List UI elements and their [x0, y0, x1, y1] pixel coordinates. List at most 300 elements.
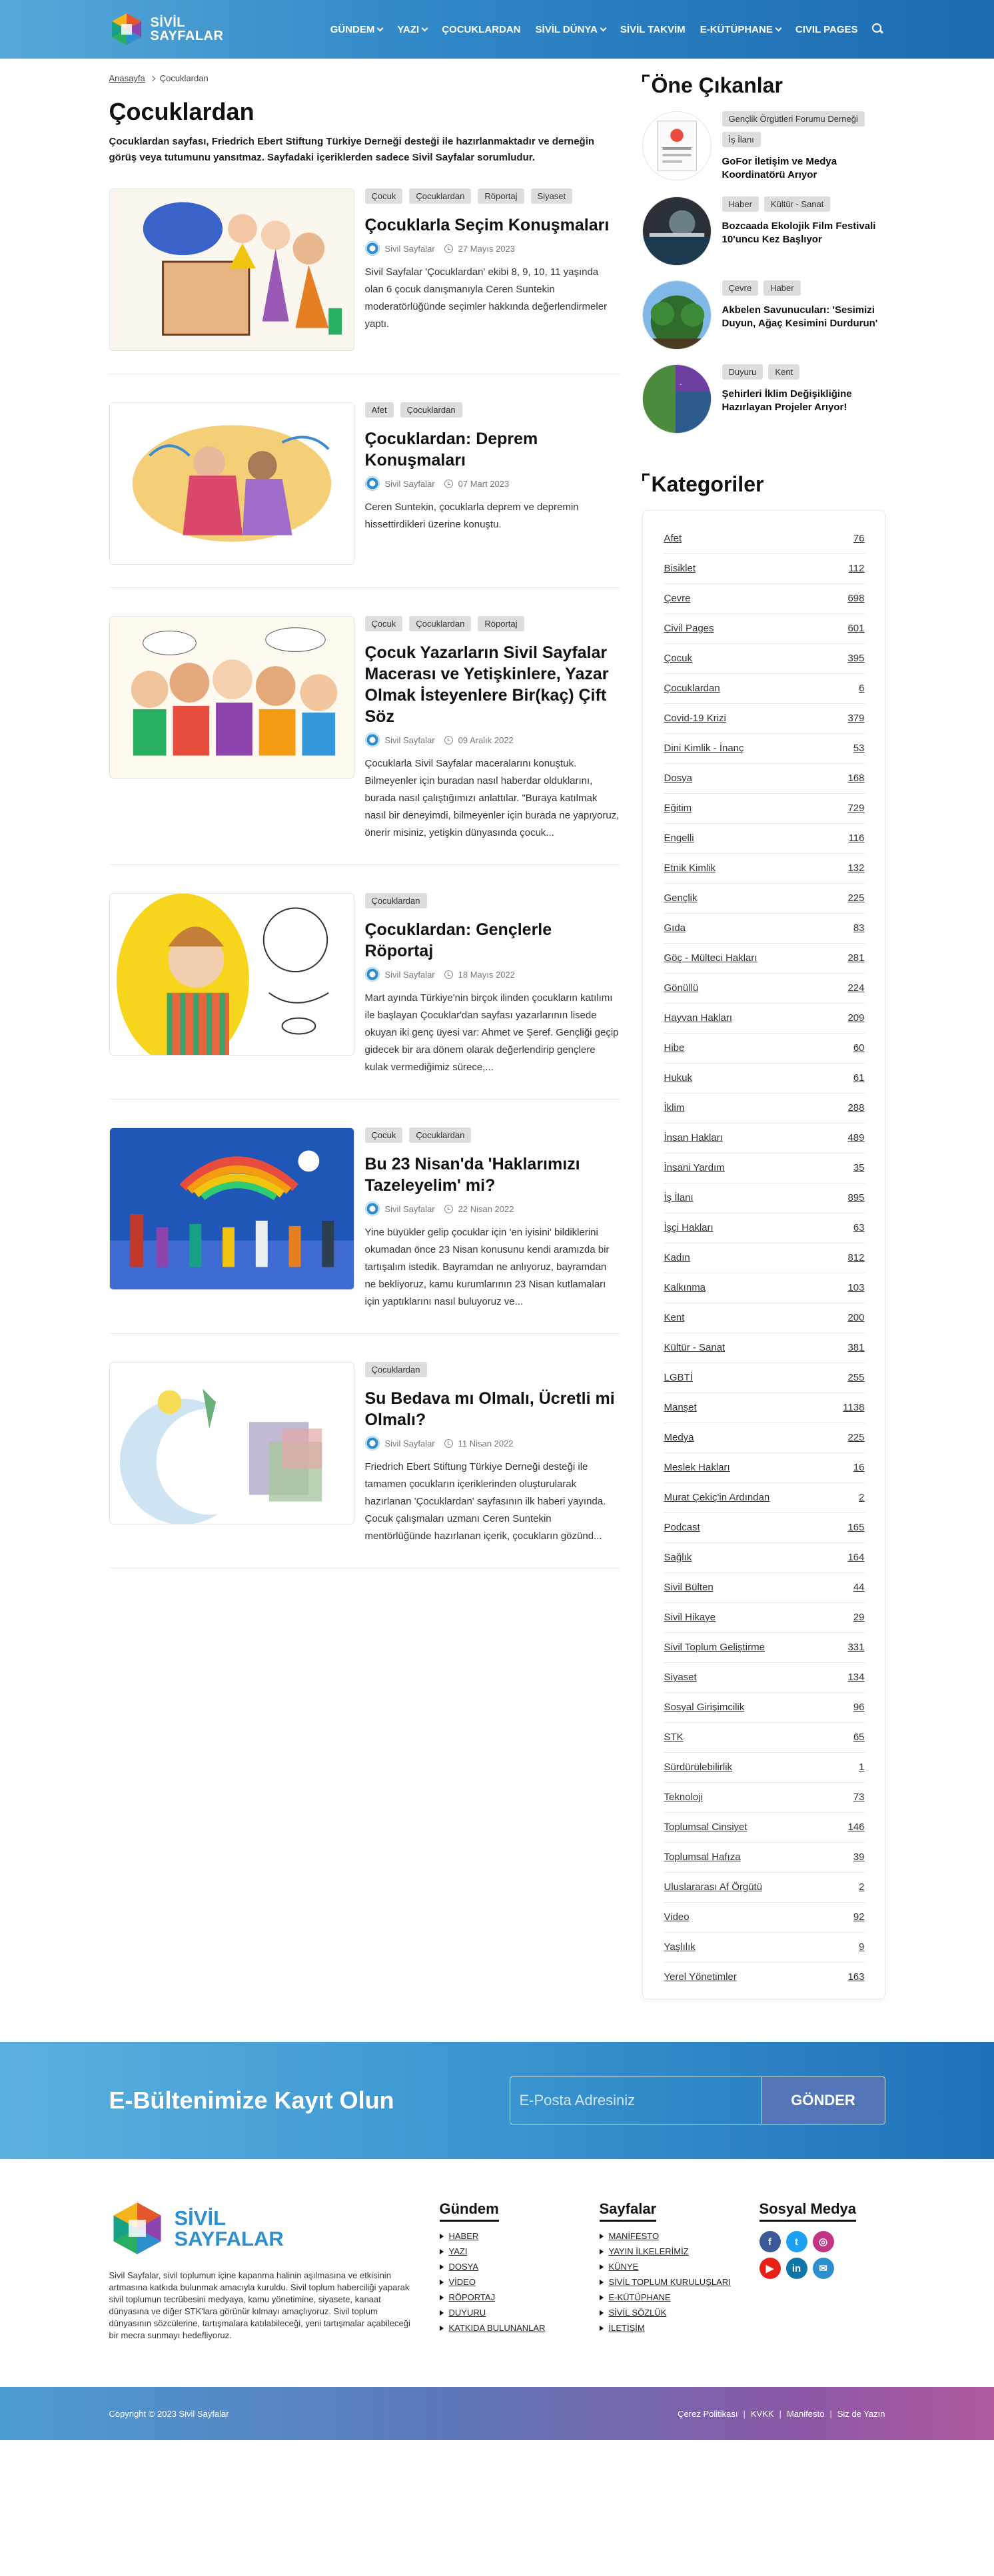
post-thumbnail[interactable]	[109, 1362, 354, 1524]
post-tags	[365, 616, 620, 631]
featured-list	[642, 111, 885, 434]
category-name: Sosyal Girişimcilik	[664, 1702, 745, 1713]
featured-title: Öne Çıkanlar	[642, 73, 885, 98]
chevron-down-icon	[775, 25, 781, 31]
post-date: 07 Mart 2023	[458, 478, 510, 489]
featured-tag[interactable]: Duyuru	[722, 364, 763, 380]
category-count: 39	[853, 1851, 865, 1863]
category-count: 1	[859, 1762, 865, 1773]
post-title[interactable]: Çocuklarla Seçim Konuşmaları	[364, 216, 610, 234]
category-name: Gönüllü	[664, 982, 699, 994]
category-count: 134	[847, 1672, 865, 1683]
post-card[interactable]	[109, 616, 620, 865]
featured-item[interactable]	[642, 196, 885, 266]
post-date: 22 Nisan 2022	[458, 1203, 514, 1214]
featured-tags	[722, 196, 885, 212]
nav-item-cocuklardan[interactable]: ÇOCUKLARDAN	[442, 23, 521, 35]
category-count: 132	[847, 862, 865, 874]
category-count: 76	[853, 533, 865, 544]
featured-thumbnail[interactable]	[642, 364, 712, 434]
post-meta	[365, 476, 620, 491]
category-count: 103	[847, 1282, 865, 1293]
page-title: Çocuklardan	[109, 98, 254, 125]
post-tag[interactable]: Çocuk	[365, 188, 403, 204]
category-item[interactable]	[664, 1183, 865, 1213]
category-count: 1138	[843, 1402, 865, 1413]
category-name: Kalkınma	[664, 1282, 706, 1293]
clock-icon	[444, 480, 453, 488]
chevron-down-icon	[377, 25, 384, 31]
post-author[interactable]: Sivil Sayfalar	[384, 969, 435, 980]
category-count: 112	[848, 563, 865, 574]
post-tag[interactable]: Çocuk	[365, 616, 403, 631]
post-thumbnail[interactable]	[109, 616, 354, 779]
category-count: 895	[847, 1192, 865, 1203]
category-name: Hayvan Hakları	[664, 1012, 733, 1024]
post-card[interactable]	[109, 188, 620, 374]
category-count: 281	[847, 952, 865, 964]
featured-tag[interactable]: Kültür - Sanat	[764, 196, 831, 212]
category-item[interactable]	[664, 854, 865, 884]
category-item[interactable]	[664, 1753, 865, 1783]
chevron-down-icon	[600, 25, 606, 31]
category-count: 96	[853, 1702, 865, 1713]
category-name: Sivil Toplum Geliştirme	[664, 1642, 765, 1653]
post-tags	[365, 893, 620, 908]
category-item[interactable]	[664, 1004, 865, 1034]
category-name: Göç - Mülteci Hakları	[664, 952, 757, 964]
bottom-link[interactable]: Siz de Yazın	[837, 2408, 885, 2419]
category-item[interactable]	[664, 1064, 865, 1094]
post-meta	[365, 967, 620, 982]
category-item[interactable]	[664, 1453, 865, 1483]
chevron-down-icon	[422, 25, 428, 31]
nav-item-sivil-takvim[interactable]: SİVİL TAKVİM	[620, 23, 686, 35]
category-count: 65	[853, 1732, 865, 1743]
category-item[interactable]	[664, 824, 865, 854]
post-tag[interactable]: Çocuk	[365, 1127, 403, 1143]
category-item[interactable]	[664, 704, 865, 734]
facebook-icon[interactable]: f	[759, 2231, 781, 2252]
category-name: Manşet	[664, 1402, 697, 1413]
footer-social	[759, 2200, 879, 2342]
post-title[interactable]: Su Bedava mı Olmalı, Ücretli mi Olmalı?	[364, 1389, 615, 1429]
category-name: Covid-19 Krizi	[664, 713, 726, 724]
category-count: 489	[847, 1132, 865, 1143]
category-count: 35	[853, 1162, 865, 1173]
featured-tags	[722, 280, 885, 296]
category-item[interactable]	[664, 524, 865, 554]
post-title[interactable]: Çocuklardan: Deprem Konuşmaları	[364, 430, 538, 470]
category-count: 224	[847, 982, 865, 994]
category-count: 288	[847, 1102, 865, 1114]
category-item[interactable]	[664, 944, 865, 974]
category-name: Eğitim	[664, 803, 692, 814]
category-name: İklim	[664, 1102, 685, 1114]
category-name: STK	[664, 1732, 684, 1743]
logo-line-2: SAYFALAR	[150, 29, 224, 43]
category-name: Çevre	[664, 593, 691, 604]
post-excerpt: Yine büyükler gelip çocuklar için 'en iyisini' bildiklerini okumadan önce 23 Nisan konusunu kendi aramızda bir tartışalım istedik. Bayramdan ne anlıyoruz, bayramdan ne bekliyoruz, kamu kurumlarının 23 Nisan kutlamaları için yaptıklarını nasıl buluyoruz ve...	[364, 1227, 610, 1307]
category-name: Murat Çekiç'in Ardından	[664, 1492, 770, 1503]
footer-link[interactable]: VİDEO	[440, 2274, 600, 2290]
post-author[interactable]: Sivil Sayfalar	[384, 243, 435, 254]
category-count: 163	[847, 1971, 865, 1983]
post-title[interactable]: Bu 23 Nisan'da 'Haklarımızı Tazeleyelim' mi?	[364, 1155, 580, 1195]
footer-logo[interactable]	[109, 2200, 440, 2256]
copyright: Copyright © 2023 Sivil Sayfalar	[109, 2408, 229, 2419]
category-count: 9	[859, 1941, 865, 1953]
footer-link[interactable]: YAYIN İLKELERİMİZ	[600, 2244, 759, 2259]
category-name: Sağlık	[664, 1552, 692, 1563]
category-name: Bisiklet	[664, 563, 696, 574]
category-item[interactable]	[664, 1693, 865, 1723]
category-item[interactable]	[664, 1903, 865, 1933]
category-item[interactable]	[664, 1333, 865, 1363]
category-count: 116	[848, 832, 865, 844]
category-item[interactable]	[664, 1813, 865, 1843]
category-count: 164	[847, 1552, 865, 1563]
post-tags	[365, 402, 620, 418]
post-date: 27 Mayıs 2023	[458, 243, 515, 254]
post-excerpt: Sivil Sayfalar 'Çocuklardan' ekibi 8, 9, 10, 11 yaşında olan 6 çocuk danışmanıyla Ceren Suntekin moderatörlüğünde seçimler hakkında değerlendirmeler yaptı.	[364, 266, 608, 330]
category-item[interactable]	[664, 914, 865, 944]
category-item[interactable]	[664, 1034, 865, 1064]
category-name: Dosya	[664, 773, 693, 784]
post-tag[interactable]: Çocuklardan	[365, 1362, 427, 1377]
main-nav	[323, 22, 885, 37]
category-count: 16	[853, 1462, 865, 1473]
category-name: Siyaset	[664, 1672, 697, 1683]
category-name: Uluslararası Af Örgütü	[664, 1881, 763, 1893]
logo-mark-icon	[109, 2200, 165, 2256]
category-item[interactable]	[664, 1513, 865, 1543]
post-date: 11 Nisan 2022	[458, 1438, 514, 1449]
category-name: Civil Pages	[664, 623, 714, 634]
category-item[interactable]	[664, 1124, 865, 1153]
category-item[interactable]	[664, 974, 865, 1004]
featured-thumbnail[interactable]	[642, 111, 712, 180]
category-name: Dini Kimlik - İnanç	[664, 743, 744, 754]
site-header	[0, 0, 994, 59]
post-tag[interactable]: Çocuklardan	[409, 616, 471, 631]
main-content	[109, 73, 620, 1999]
featured-title-link[interactable]: Akbelen Savunucuları: 'Sesimizi Duyun, Ağaç Kesimini Durdurun'	[722, 304, 878, 329]
avatar	[365, 476, 380, 491]
featured-item[interactable]	[642, 280, 885, 350]
bottom-link[interactable]: Çerez Politikası	[678, 2408, 738, 2419]
category-name: Hibe	[664, 1042, 685, 1054]
post-excerpt: Ceren Suntekin, çocuklarla deprem ve depremin hissettirdikleri üzerine konuştu.	[364, 501, 579, 530]
post-author[interactable]: Sivil Sayfalar	[384, 478, 435, 489]
search-icon[interactable]	[871, 22, 885, 37]
footer-link[interactable]: SİVİL SÖZLÜK	[600, 2305, 759, 2320]
post-card[interactable]	[109, 893, 620, 1100]
category-count: 53	[853, 743, 865, 754]
newsletter-email-input[interactable]	[510, 2077, 761, 2124]
post-tag[interactable]: Çocuklardan	[400, 402, 462, 418]
featured-title-link[interactable]: Şehirleri İklim Değişikliğine Hazırlayan Projeler Arıyor!	[722, 388, 852, 413]
category-name: Gençlik	[664, 892, 698, 904]
category-name: Video	[664, 1911, 690, 1923]
bottom-link[interactable]: Manifesto	[786, 2408, 825, 2419]
category-item[interactable]	[664, 794, 865, 824]
category-item[interactable]	[664, 1963, 865, 1992]
avatar	[365, 241, 380, 256]
category-name: Toplumsal Cinsiyet	[664, 1821, 747, 1833]
category-count: 255	[847, 1372, 865, 1383]
category-count: 698	[847, 593, 865, 604]
featured-tags	[722, 364, 885, 380]
category-count: 83	[853, 922, 865, 934]
footer-link[interactable]: KÜNYE	[600, 2259, 759, 2274]
post-list	[109, 188, 620, 1568]
footer-link[interactable]: HABER	[440, 2228, 600, 2244]
category-name: LGBTİ	[664, 1372, 693, 1383]
category-count: 2	[859, 1881, 865, 1893]
category-item[interactable]	[664, 734, 865, 764]
footer-link[interactable]: DOSYA	[440, 2259, 600, 2274]
category-item[interactable]	[664, 674, 865, 704]
footer-link[interactable]: SİVİL TOPLUM KURULUŞLARI	[600, 2274, 759, 2290]
category-count: 729	[847, 803, 865, 814]
link-separator: |	[779, 2408, 781, 2419]
post-meta	[365, 1436, 620, 1450]
footer-sayfalar-title: Sayfalar	[600, 2200, 657, 2222]
link-separator: |	[743, 2408, 746, 2419]
post-title[interactable]: Çocuklardan: Gençlerle Röportaj	[364, 920, 552, 960]
category-item[interactable]	[664, 1663, 865, 1693]
footer-link[interactable]: YAZI	[440, 2244, 600, 2259]
category-item[interactable]	[664, 1243, 865, 1273]
linkedin-icon[interactable]: in	[786, 2258, 807, 2279]
youtube-icon[interactable]: ▶	[759, 2258, 781, 2279]
category-item[interactable]	[664, 1723, 865, 1753]
footer-gundem	[440, 2200, 600, 2342]
category-list	[642, 510, 885, 1999]
category-item[interactable]	[664, 1273, 865, 1303]
category-name: Kent	[664, 1312, 685, 1323]
footer-link[interactable]: İLETİŞİM	[600, 2320, 759, 2336]
category-name: İnsan Hakları	[664, 1132, 723, 1143]
category-item[interactable]	[664, 1783, 865, 1813]
avatar	[365, 1436, 380, 1450]
category-name: Etnik Kimlik	[664, 862, 716, 874]
nav-item-e-kutuphane[interactable]: E-KÜTÜPHANE	[693, 24, 788, 35]
sidebar	[642, 73, 885, 1999]
featured-tags	[722, 111, 885, 147]
avatar	[365, 1201, 380, 1216]
post-thumbnail[interactable]	[109, 1127, 354, 1290]
category-count: 168	[847, 773, 865, 784]
category-name: Kültür - Sanat	[664, 1342, 726, 1353]
category-count: 92	[853, 1911, 865, 1923]
category-item[interactable]	[664, 1213, 865, 1243]
category-name: İş İlanı	[664, 1192, 694, 1203]
post-thumbnail[interactable]	[109, 402, 354, 565]
category-name: Çocuklardan	[664, 683, 720, 694]
featured-title-link[interactable]: Bozcaada Ekolojik Film Festivali 10'uncu Kez Başlıyor	[722, 220, 876, 245]
category-item[interactable]	[664, 1873, 865, 1903]
category-count: 395	[847, 653, 865, 664]
category-count: 209	[847, 1012, 865, 1024]
category-count: 812	[847, 1252, 865, 1263]
category-item[interactable]	[664, 1153, 865, 1183]
category-name: İnsani Yardım	[664, 1162, 725, 1173]
post-tag[interactable]: Çocuklardan	[365, 893, 427, 908]
category-name: Yaşlılık	[664, 1941, 696, 1953]
category-item[interactable]	[664, 884, 865, 914]
post-excerpt: Friedrich Ebert Stiftung Türkiye Derneği desteği ile tamamen çocukların içeriklerinden oluşturularak hazırlanan 'Çocuklardan' sayfasının ilk haberi yayında. Çocuk çalışmaları uzmanı Ceren Suntekin mentörlüğünde hazırlanan içerik, çocukların gözünd...	[364, 1461, 606, 1542]
footer-link[interactable]: KATKIDA BULUNANLAR	[440, 2320, 600, 2336]
category-name: Yerel Yönetimler	[664, 1971, 737, 1983]
category-item[interactable]	[664, 1633, 865, 1663]
breadcrumb-current: Çocuklardan	[159, 73, 209, 83]
category-item[interactable]	[664, 1543, 865, 1573]
logo-line-1: SİVİL	[150, 15, 186, 30]
category-count: 73	[853, 1791, 865, 1803]
category-name: Gıda	[664, 922, 686, 934]
category-name: Çocuk	[664, 653, 693, 664]
category-item[interactable]	[664, 1094, 865, 1124]
footer-link[interactable]: DUYURU	[440, 2305, 600, 2320]
category-item[interactable]	[664, 764, 865, 794]
category-item[interactable]	[664, 584, 865, 614]
featured-tag[interactable]: Haber	[722, 196, 759, 212]
featured-thumbnail[interactable]	[642, 196, 712, 266]
post-tags	[365, 1127, 620, 1143]
post-meta	[365, 733, 620, 747]
post-card[interactable]	[109, 1362, 620, 1568]
post-tag[interactable]: Röportaj	[478, 188, 524, 204]
post-author[interactable]: Sivil Sayfalar	[384, 1438, 435, 1449]
category-count: 6	[859, 683, 865, 694]
post-date: 09 Aralık 2022	[458, 735, 514, 745]
category-name: Toplumsal Hafıza	[664, 1851, 741, 1863]
category-name: İşçi Hakları	[664, 1222, 714, 1233]
bottom-bar	[0, 2387, 994, 2440]
category-name: Sivil Bülten	[664, 1582, 714, 1593]
category-count: 44	[853, 1582, 865, 1593]
category-count: 200	[847, 1312, 865, 1323]
svg-text:·: ·	[679, 380, 682, 390]
category-count: 63	[853, 1222, 865, 1233]
post-tag[interactable]: Çocuklardan	[409, 188, 471, 204]
logo-mark-icon	[109, 12, 144, 47]
featured-item[interactable]	[642, 111, 885, 182]
category-count: 601	[847, 623, 865, 634]
category-name: Kadın	[664, 1252, 690, 1263]
newsletter-submit-button[interactable]: GÖNDER	[761, 2077, 885, 2124]
post-tag[interactable]: Röportaj	[478, 616, 524, 631]
avatar	[365, 733, 380, 747]
category-item[interactable]	[664, 1603, 865, 1633]
category-count: 225	[847, 1432, 865, 1443]
breadcrumb	[109, 73, 620, 83]
twitter-icon[interactable]: t	[786, 2231, 807, 2252]
footer-link[interactable]: E-KÜTÜPHANE	[600, 2290, 759, 2305]
footer-logo-line-1: SİVİL	[174, 2206, 227, 2230]
category-item[interactable]	[664, 644, 865, 674]
post-meta	[365, 241, 620, 256]
nav-item-sivil-dunya[interactable]: SİVİL DÜNYA	[528, 24, 613, 35]
page-description: Çocuklardan sayfası, Friedrich Ebert Stiftung Türkiye Derneği desteği ile hazırlanmaktadır ve derneğin görüş veya tutumunu yansıtmaz. Sayfadaki içeriklerden sadece Sivil Sayfalar sorumludur.	[109, 136, 595, 163]
bottom-link[interactable]: KVKK	[750, 2408, 774, 2419]
post-tags	[365, 1362, 620, 1377]
post-card[interactable]	[109, 402, 620, 588]
footer-sayfalar	[600, 2200, 759, 2342]
breadcrumb-home[interactable]: Anasayfa	[109, 73, 145, 83]
category-count: 146	[847, 1821, 865, 1833]
post-excerpt: Çocuklarla Sivil Sayfalar maceralarını konuştuk. Bilmeyenler için buradan nasıl haberdar olduklarını, burada nasıl çalıştığımızı anlattılar. "Buraya katılmak nasıl bir deneyimdi, bilmeyenler için burada ne yapıyoruz, önerir misiniz, yetişkin dünyasında çocuk...	[364, 758, 620, 838]
category-item[interactable]	[664, 1423, 865, 1453]
footer-link[interactable]: MANİFESTO	[600, 2228, 759, 2244]
category-name: Hukuk	[664, 1072, 693, 1084]
newsletter-section	[0, 2042, 994, 2159]
category-count: 225	[847, 892, 865, 904]
nav-item-gundem[interactable]: GÜNDEM	[323, 24, 390, 35]
featured-tag[interactable]: Kent	[768, 364, 799, 380]
category-item[interactable]	[664, 1843, 865, 1873]
post-tag[interactable]: Siyaset	[531, 188, 573, 204]
clock-icon	[444, 736, 453, 745]
avatar	[365, 967, 380, 982]
post-tags	[365, 188, 620, 204]
instagram-icon[interactable]: ◎	[813, 2231, 834, 2252]
category-item[interactable]	[664, 1303, 865, 1333]
category-item[interactable]	[664, 554, 865, 584]
newsletter-title: E-Bültenimize Kayıt Olun	[109, 2087, 394, 2114]
post-card[interactable]	[109, 1127, 620, 1334]
nav-item-yazi[interactable]: YAZI	[390, 24, 434, 35]
post-author[interactable]: Sivil Sayfalar	[384, 1203, 435, 1214]
category-name: Podcast	[664, 1522, 700, 1533]
footer-link[interactable]: RÖPORTAJ	[440, 2290, 600, 2305]
featured-tag[interactable]: Çevre	[722, 280, 759, 296]
link-separator: |	[829, 2408, 832, 2419]
category-item[interactable]	[664, 1573, 865, 1603]
post-tag[interactable]: Afet	[365, 402, 394, 418]
clock-icon	[444, 1439, 453, 1448]
post-title[interactable]: Çocuk Yazarların Sivil Sayfalar Macerası ve Yetişkinlere, Yazar Olmak İsteyenlere Bir(kaç) Çift Söz	[364, 643, 609, 726]
featured-thumbnail[interactable]	[642, 280, 712, 350]
featured-tag[interactable]: İş İlanı	[722, 132, 761, 147]
featured-tag[interactable]: Gençlik Örgütleri Forumu Derneği	[722, 111, 865, 127]
featured-item[interactable]	[642, 364, 885, 434]
featured-tag[interactable]: Haber	[763, 280, 800, 296]
category-item[interactable]	[664, 614, 865, 644]
category-name: Meslek Hakları	[664, 1462, 730, 1473]
post-tag[interactable]: Çocuklardan	[409, 1127, 471, 1143]
category-item[interactable]	[664, 1933, 865, 1963]
category-count: 165	[847, 1522, 865, 1533]
email-icon[interactable]: ✉	[813, 2258, 834, 2279]
post-date: 18 Mayıs 2022	[458, 969, 515, 980]
featured-title-link[interactable]: GoFor İletişim ve Medya Koordinatörü Arıyor	[722, 156, 837, 180]
post-thumbnail[interactable]	[109, 188, 354, 351]
category-item[interactable]	[664, 1483, 865, 1513]
category-count: 331	[847, 1642, 865, 1653]
post-thumbnail[interactable]	[109, 893, 354, 1056]
category-name: Afet	[664, 533, 682, 544]
chevron-right-icon	[149, 75, 155, 81]
site-logo[interactable]	[109, 12, 224, 47]
category-item[interactable]	[664, 1393, 865, 1423]
category-item[interactable]	[664, 1363, 865, 1393]
categories-title: Kategoriler	[642, 472, 885, 497]
post-author[interactable]: Sivil Sayfalar	[384, 735, 435, 745]
nav-item-civil-pages[interactable]: CIVIL PAGES	[795, 23, 858, 35]
